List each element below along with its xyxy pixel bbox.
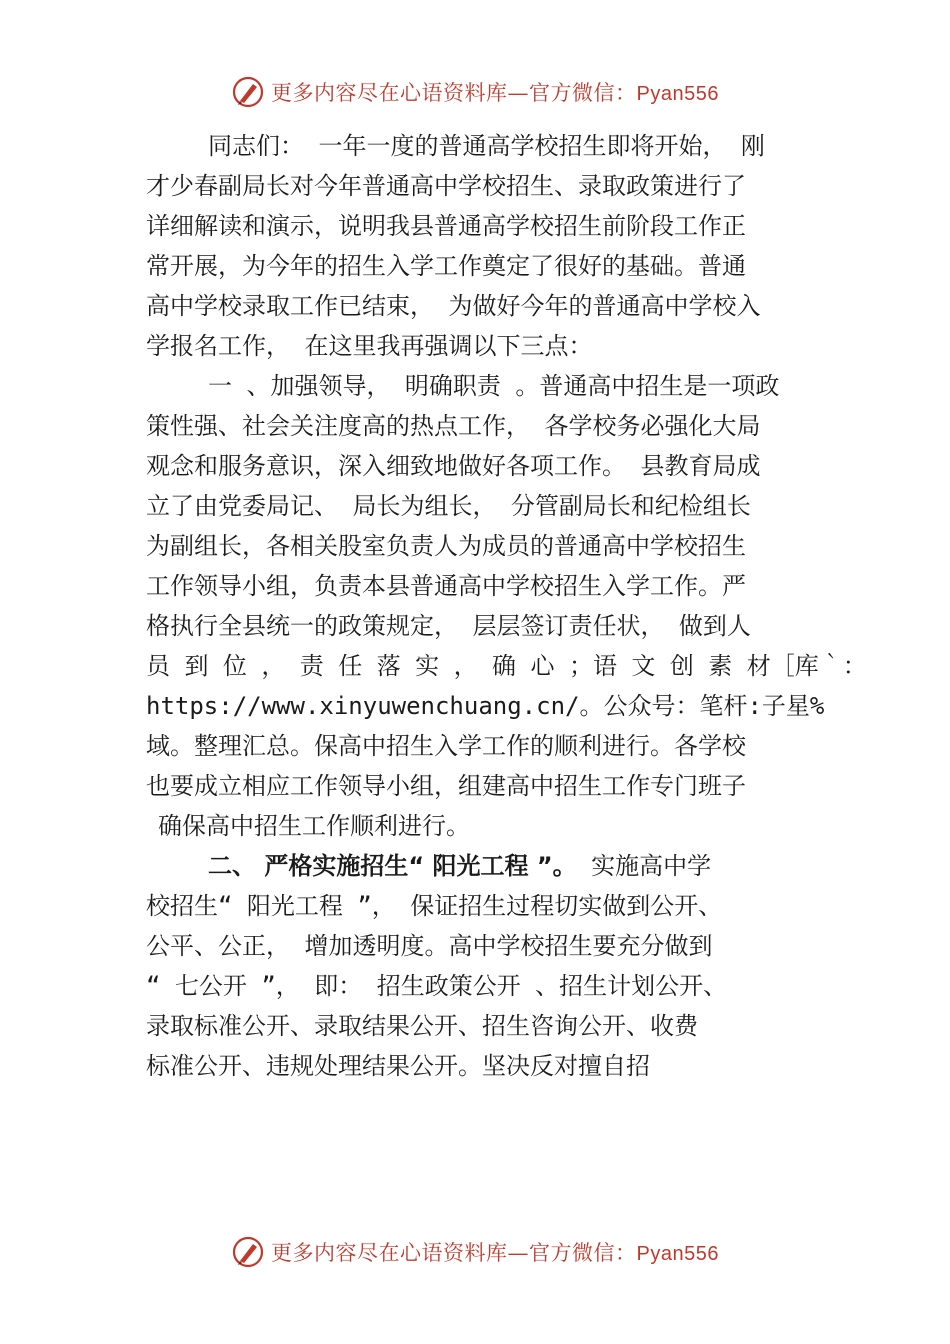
intro-line: 同志们： 一年一度的普通高学校招生即将开始， 刚: [208, 132, 765, 160]
point1-line: 立了由党委局记、 局长为组长， 分管副局长和纪检组长: [146, 492, 751, 520]
point2-line: 校招生“ 阳光工程 ”， 保证招生过程切实做到公开、: [146, 892, 723, 920]
point2-heading: 二、 严格实施招生“ 阳光工程 ”。 实施高中学: [208, 852, 712, 880]
intro-line: 高中学校录取工作已结束， 为做好今年的普通高中学校入: [146, 292, 761, 320]
point1-line: 观念和服务意识，深入细致地做好各项工作。 县教育局成: [146, 452, 761, 480]
intro-line: 才少春副局长对今年普通高中学校招生、录取政策进行了: [146, 172, 746, 200]
footer-watermark: [0, 1232, 950, 1272]
point1-line: 域。整理汇总。保高中招生入学工作的顺利进行。各学校: [146, 732, 746, 760]
point2-line: 标准公开、违规处理结果公开。坚决反对擅自招: [146, 1052, 650, 1080]
point2-line: 公平、公正， 增加透明度。高中学校招生要充分做到: [146, 932, 713, 960]
intro-line: 常开展，为今年的招生入学工作奠定了很好的基础。普通: [146, 252, 746, 280]
point1-line: 也要成立相应工作领导小组，组建高中招生工作专门班子: [146, 772, 746, 800]
point1-line: 工作领导小组，负责本县普通高中学校招生入学工作。严: [146, 572, 746, 600]
point1-line: 员 到 位 ， 责 任 落 实 ， 确 心 ；语 文 创 素 材［库｀：: [146, 652, 867, 680]
intro-line: 学报名工作， 在这里我再强调以下三点：: [146, 332, 593, 360]
point1-line: 格执行全县统一的政策规定， 层层签订责任状， 做到人: [146, 612, 751, 640]
point1-line: 一 、加强领导， 明确职责 。普通高中招生是一项政: [208, 372, 780, 400]
pen-logo-icon: [231, 75, 265, 109]
point1-line: 策性强、社会关注度高的热点工作， 各学校务必强化大局: [146, 412, 761, 440]
watermark-text: 更多内容尽在心语资料库—官方微信：Pyan556: [271, 1241, 719, 1265]
point1-line: 为副组长，各相关股室负责人为成员的普通高中学校招生: [146, 532, 746, 560]
point1-line: https://www.xinyuwenchuang.cn/。公众号：笔杆:子星%: [146, 692, 825, 720]
point2-line: “ 七公开 ”， 即： 招生政策公开 、招生计划公开、: [146, 972, 728, 1000]
pen-logo-icon: [231, 1235, 265, 1269]
watermark-text: 更多内容尽在心语资料库—官方微信：Pyan556: [271, 81, 719, 105]
point2-line: 录取标准公开、录取结果公开、招生咨询公开、收费: [146, 1012, 698, 1040]
intro-line: 详细解读和演示，说明我县普通高学校招生前阶段工作正: [146, 212, 746, 240]
point1-line: 确保高中招生工作顺利进行。: [158, 812, 470, 840]
header-watermark: [0, 72, 950, 112]
